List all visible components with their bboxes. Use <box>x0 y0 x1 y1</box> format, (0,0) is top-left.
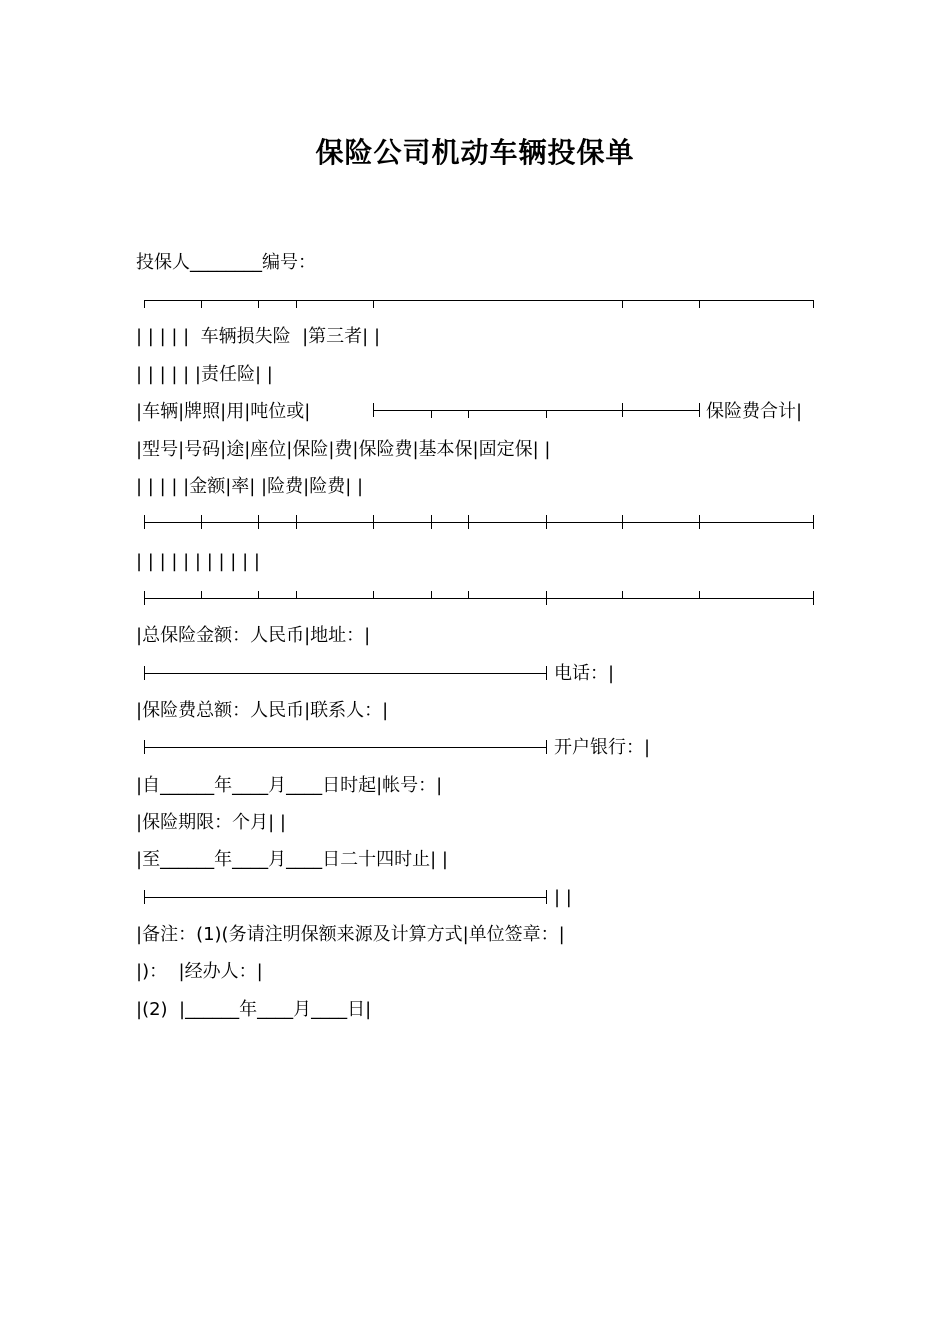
table-tick <box>144 890 145 904</box>
premium-total-label: 保险费合计| <box>706 401 803 422</box>
table-tick <box>622 515 623 529</box>
table-tick <box>201 515 202 529</box>
table-tick <box>373 300 374 308</box>
table-tick <box>144 740 145 754</box>
handler-line: |)： |经办人：| <box>136 961 263 982</box>
table-tick <box>622 591 623 599</box>
table-inner-rule <box>373 410 699 411</box>
table-tick <box>373 591 374 599</box>
table-tick <box>622 403 623 417</box>
table-tick <box>373 515 374 529</box>
table-tick <box>373 403 374 417</box>
table-tick <box>201 300 202 308</box>
phone-line: 电话：| <box>554 663 615 684</box>
applicant-number-line: 投保人________编号： <box>136 252 316 273</box>
table-bottom-rule <box>144 598 814 599</box>
table-tick <box>546 410 547 418</box>
table-tick <box>144 591 145 605</box>
section-rule <box>144 673 546 674</box>
table-tick <box>258 591 259 599</box>
insurance-period-line: |保险期限：个月| | <box>136 812 286 833</box>
section-rule <box>144 747 546 748</box>
table-row-2: | | | | | |责任险| | <box>136 364 273 385</box>
table-tick <box>431 515 432 529</box>
table-tick <box>296 300 297 308</box>
table-tick <box>258 300 259 308</box>
document-title: 保险公司机动车辆投保单 <box>315 136 635 169</box>
table-tick <box>699 300 700 308</box>
table-tick <box>144 515 145 529</box>
table-tick <box>546 666 547 680</box>
table-tick <box>431 591 432 599</box>
sign-date-line: |(2) |______年____月____日| <box>136 999 372 1020</box>
remarks-line: |备注：(1)(务请注明保额来源及计算方式|单位签章：| <box>136 924 565 945</box>
table-tick <box>468 591 469 599</box>
table-mid-rule <box>144 522 814 523</box>
rule-end-line: | | <box>554 887 572 908</box>
table-tick <box>813 300 814 308</box>
table-tick <box>813 591 814 605</box>
table-tick <box>296 515 297 529</box>
table-row-6: | | | | | | | | | | | <box>136 551 260 572</box>
table-tick <box>144 666 145 680</box>
table-tick <box>546 890 547 904</box>
bank-line: 开户银行：| <box>554 737 651 758</box>
table-tick <box>699 403 700 417</box>
table-top-rule <box>144 300 814 301</box>
table-row-5: | | | | |金额|率| |险费|险费| | <box>136 476 364 497</box>
start-date-line: |自______年____月____日时起|帐号：| <box>136 775 443 796</box>
table-tick <box>546 515 547 529</box>
table-tick <box>258 515 259 529</box>
total-insured-amount-line: |总保险金额：人民币|地址：| <box>136 625 371 646</box>
end-date-line: |至______年____月____日二十四时止| | <box>136 849 448 870</box>
table-tick <box>622 300 623 308</box>
table-tick <box>813 515 814 529</box>
table-row-1: | | | | | 车辆损失险 |第三者| | <box>136 326 381 347</box>
table-tick <box>699 591 700 599</box>
table-tick <box>546 740 547 754</box>
table-tick <box>144 300 145 308</box>
table-tick <box>546 591 547 605</box>
total-premium-line: |保险费总额：人民币|联系人：| <box>136 700 389 721</box>
table-tick <box>468 410 469 418</box>
table-row-3: |车辆|牌照|用|吨位或| <box>136 401 311 422</box>
table-tick <box>468 515 469 529</box>
table-tick <box>296 591 297 599</box>
table-tick <box>201 591 202 599</box>
table-tick <box>699 515 700 529</box>
table-row-4: |型号|号码|途|座位|保险|费|保险费|基本保|固定保| | <box>136 439 551 460</box>
section-rule <box>144 897 546 898</box>
table-tick <box>431 410 432 418</box>
